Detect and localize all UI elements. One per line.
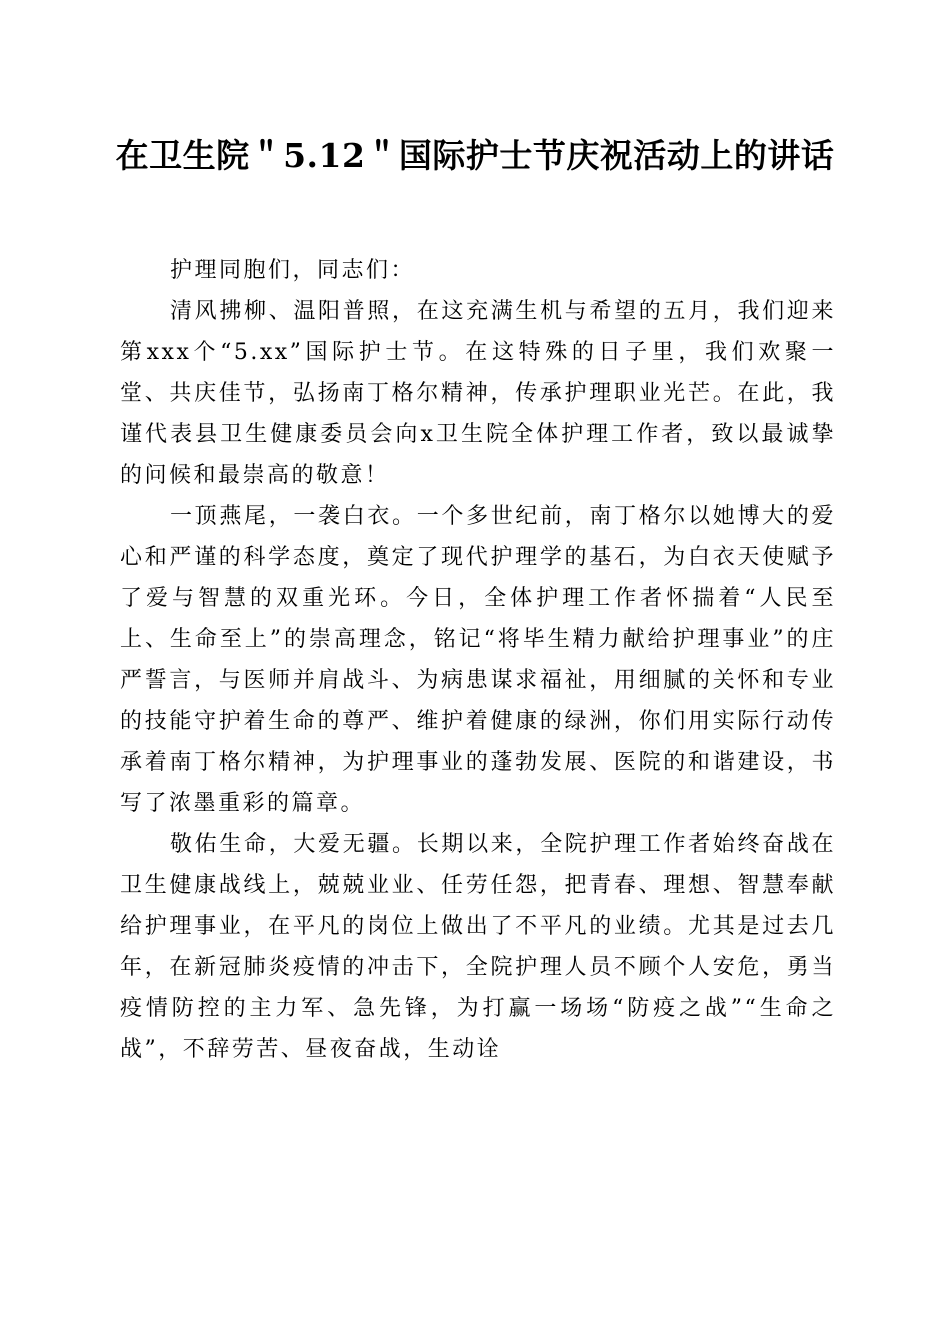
greeting-paragraph: 护理同胞们，同志们： (170, 258, 416, 283)
paragraph-2: 一顶燕尾，一袭白衣。一个多世纪前，南丁格尔以她博大的爱心和严谨的科学态度，奠定了现代护理学的基石，为白衣天使赋予了爱与智慧的双重光环。今日，全体护理工作者怀揣着“人民至上、生命至上”的崇高理念，铭记“将毕生精力献给护理事业”的庄严誓言，与医师并肩战斗、为病患谋求福祉，用细腻的关怀和专业的技能守护着生命的尊严、维护着健康的绿洲，你们用实际行动传承着南丁格尔精神，为护理事业的蓬勃发展、医院的和谐建设，书写了浓墨重彩的篇章。 (120, 504, 836, 816)
document-title: 在卫生院＂5.12＂国际护士节庆祝活动上的讲话 (115, 136, 835, 175)
paragraph-1: 清风拂柳、温阳普照，在这充满生机与希望的五月，我们迎来第xxx个“5.xx”国际护士节。在这特殊的日子里，我们欢聚一堂、共庆佳节，弘扬南丁格尔精神，传承护理职业光芒。在此，我谨代表县卫生健康委员会向x卫生院全体护理工作者，致以最诚挚的问候和最崇高的敬意！ (120, 299, 836, 488)
document-body (120, 250, 836, 1070)
paragraph-3: 敬佑生命，大爱无疆。长期以来，全院护理工作者始终奋战在卫生健康战线上，兢兢业业、任劳任怨，把青春、理想、智慧奉献给护理事业，在平凡的岗位上做出了不平凡的业绩。尤其是过去几年，在新冠肺炎疫情的冲击下，全院护理人员不顾个人安危，勇当疫情防控的主力军、急先锋，为打赢一场场“防疫之战”“生命之战”，不辞劳苦、昼夜奋战，生动诠 (120, 832, 836, 1062)
